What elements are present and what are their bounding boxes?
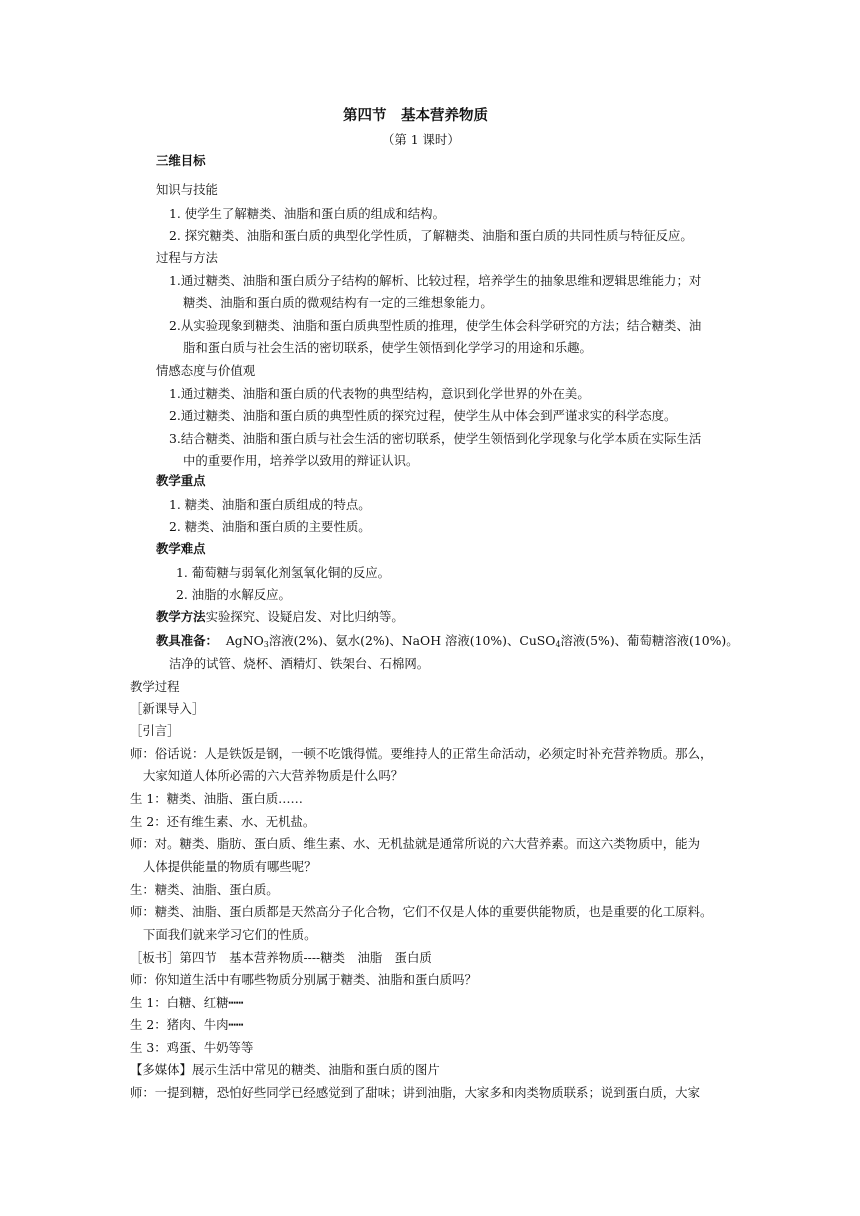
dialogue-line: ［引言］ [130,723,180,738]
dialogue-line: 生 1：糖类、油脂、蛋白质…… [130,791,303,806]
process-item-2: 2.从实验现象到糖类、油脂和蛋白质典型性质的推理，使学生体会科学研究的方法；结合糖类、油 [169,318,702,333]
key-point-2: 2. 糖类、油脂和蛋白质的主要性质。 [169,519,371,534]
dialogue-line: 生 1：白糖、红糖┅┅ [130,995,244,1010]
knowledge-heading: 知识与技能 [156,182,218,197]
agno3-formula: AgNO [225,633,264,648]
difficulty-2: 2. 油脂的水解反应。 [176,587,291,602]
methods-label: 教学方法 [156,609,206,624]
attitude-item-1: 1.通过糖类、油脂和蛋白质的代表物的典型结构，意识到化学世界的外在美。 [169,386,590,401]
difficulty-1: 1. 葡萄糖与弱氧化剂氢氧化铜的反应。 [176,565,391,580]
dialogue-line: 师：一提到糖，恐怕好些同学已经感觉到了甜味；讲到油脂，大家多和肉类物质联系；说到蛋白质，大家 [130,1085,700,1100]
cuso4-subscript: 4 [555,640,561,649]
materials-line [156,633,739,649]
teaching-methods [156,609,404,625]
dialogue-line: ［板书］第四节 基本营养物质----糖类 油脂 蛋白质 [130,950,432,965]
process-item-1-cont: 糖类、油脂和蛋白质的微观结构有一定的三维想象能力。 [183,295,493,310]
page-title: 第四节 基本营养物质 [343,107,488,124]
dialogue-line: 生：糖类、油脂、蛋白质。 [130,882,279,897]
methods-text: 实验探究、设疑启发、对比归纳等。 [205,609,404,624]
attitude-item-2: 2.通过糖类、油脂和蛋白质的典型性质的探究过程，使学生从中体会到严谨求实的科学态度。 [169,408,677,423]
process-label: 教学过程 [130,679,180,694]
dialogue-line: 师：你知道生活中有哪些物质分别属于糖类、油脂和蛋白质吗？ [130,972,477,987]
dialogue-line: 生 3：鸡蛋、牛奶等等 [130,1040,254,1055]
dialogue-line: 人体提供能量的物质有哪些呢？ [143,859,317,874]
goals-heading: 三维目标 [156,153,206,168]
dialogue-line: ［新课导入］ [130,701,205,716]
materials-part-2: 溶液(5%)、葡萄糖溶液(10%)。 [560,633,739,648]
materials-line-2: 洁净的试管、烧杯、酒精灯、铁架台、石棉网。 [169,656,430,671]
materials-part-1: 溶液(2%)、氨水(2%)、NaOH 溶液(10%)、CuSO [268,633,556,648]
attitude-heading: 情感态度与价值观 [156,363,256,378]
attitude-item-3-cont: 中的重要作用，培养学以致用的辩证认识。 [183,453,419,468]
dialogue-line: 生 2：猪肉、牛肉┅┅ [130,1017,244,1032]
process-item-2-cont: 脂和蛋白质与社会生活的密切联系，使学生领悟到化学学习的用途和乐趣。 [183,340,592,355]
page-subtitle: （第 1 课时） [382,132,460,147]
process-item-1: 1.通过糖类、油脂和蛋白质分子结构的解析、比较过程，培养学生的抽象思维和逻辑思维能力；对 [169,273,702,288]
dialogue-line: 大家知道人体所必需的六大营养物质是什么吗？ [143,768,404,783]
key-points-heading: 教学重点 [156,473,206,488]
process-heading: 过程与方法 [156,250,218,265]
dialogue-line: 师：俗话说：人是铁饭是钢，一顿不吃饿得慌。要维持人的正常生命活动，必须定时补充营养物质。那么， [130,746,713,761]
dialogue-line: 下面我们就来学习它们的性质。 [143,927,317,942]
dialogue-line: 师：对。糖类、脂肪、蛋白质、维生素、水、无机盐就是通常所说的六大营养素。而这六类物质中，能为 [130,836,700,851]
dialogue-line: 生 2：还有维生素、水、无机盐。 [130,814,316,829]
knowledge-item-2: 2. 探究糖类、油脂和蛋白质的典型化学性质，了解糖类、油脂和蛋白质的共同性质与特征反应。 [169,228,693,243]
dialogue-line: 师：糖类、油脂、蛋白质都是天然高分子化合物，它们不仅是人体的重要供能物质，也是重要的化工原料。 [130,904,713,919]
knowledge-item-1: 1. 使学生了解糖类、油脂和蛋白质的组成和结构。 [169,206,445,221]
key-point-1: 1. 糖类、油脂和蛋白质组成的特点。 [169,497,371,512]
dialogue-line: 【多媒体】展示生活中常见的糖类、油脂和蛋白质的图片 [130,1062,440,1077]
attitude-item-3: 3.结合糖类、油脂和蛋白质与社会生活的密切联系，使学生领悟到化学现象与化学本质在实际生活 [169,431,702,446]
materials-label: 教具准备： [156,633,218,648]
agno3-subscript: 3 [263,640,269,649]
difficulties-heading: 教学难点 [156,541,206,556]
